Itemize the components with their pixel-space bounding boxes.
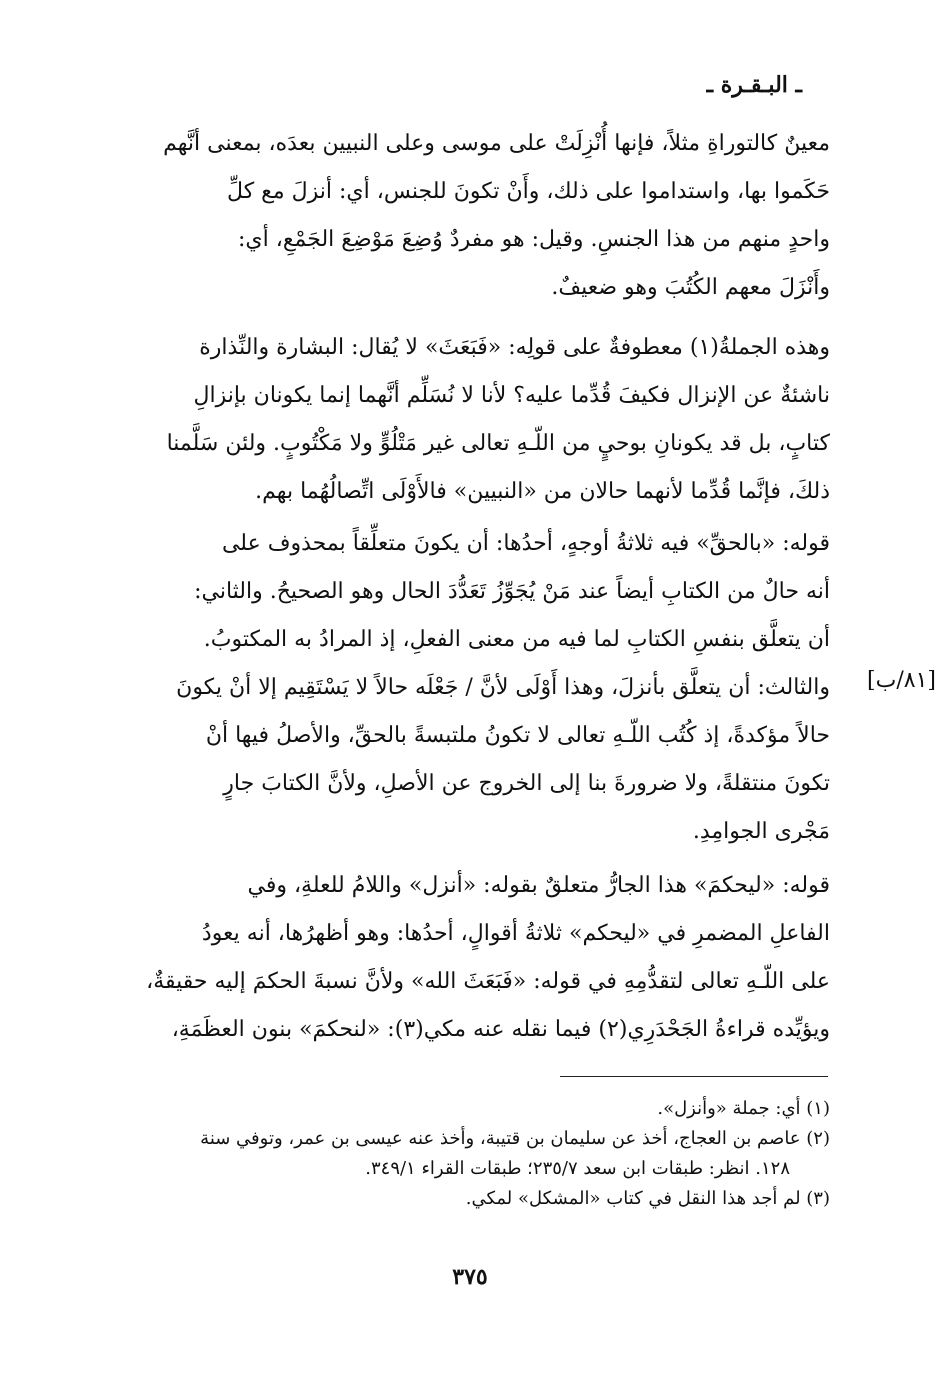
text-line: والثالث: أن يتعلَّق بأنزلَ، وهذا أَوْلَى لأنَّ / جَعْلَه حالاً لا يَسْتَقِيم إلا أنْ يكونَ [176,675,830,700]
paragraph-4 [130,862,830,1054]
text-line: واحدٍ منهم من هذا الجنسِ. وقيل: هو مفردٌ وُضِعَ مَوْضِعَ الجَمْعِ، أي: [237,227,830,252]
text-line: ويؤيِّده قراءةُ الجَحْدَرِي(٢) فيما نقله عنه مكي(٣): «لنحكمَ» بنون العظَمَةِ، [171,1017,830,1042]
text-line: الفاعلِ المضمرِ في «ليحكم» ثلاثةُ أقوالٍ، أحدُها: وهو أظهرُها، أنه يعودُ [201,921,830,946]
text-line: ذلكَ، فإنَّما قُدِّما لأنهما حالان من «النبيين» فالأَوْلَى اتِّصالُهُما بهم. [255,479,830,504]
text-line: قوله: «ليحكمَ» هذا الجارُّ متعلقٌ بقوله: «أنزل» واللامُ للعلةِ، وفي [247,873,830,898]
text-line: أنه حالٌ من الكتابِ أيضاً عند مَنْ يُجَوِّزُ تَعَدُّدَ الحال وهو الصحيحُ. والثاني: [194,579,830,604]
text-line: قوله: «بالحقِّ» فيه ثلاثةُ أوجهٍ، أحدُها: أن يكونَ متعلِّقاً بمحذوف على [221,531,830,556]
footnote-3: (٣) لم أجد هذا النقل في كتاب «المشكل» لمكي. [465,1188,830,1209]
footnote-separator [560,1076,828,1077]
text-line: حَكَموا بها، واستداموا على ذلك، وأَنْ تكونَ للجنس، أي: أنزلَ مع كلِّ [227,179,830,204]
text-line: على اللّـهِ تعالى لتقدُّمِهِ في قوله: «فَبَعَثَ الله» ولأنَّ نسبةَ الحكمَ إليه حقيقةٌ، [146,969,830,994]
paragraph-1 [130,120,830,312]
manuscript-folio-note: [٨١/ب] [867,668,936,693]
footnote-1: (١) أي: جملة «وأنزل». [657,1098,830,1119]
text-line: كتابٍ، بل قد يكونانِ بوحيٍ من اللّـهِ تعالى غير مَتْلُوٍّ ولا مَكْتُوبٍ. ولئن سَلَّمنا [166,431,830,456]
text-line: ناشئةٌ عن الإنزال فكيفَ قُدِّما عليه؟ لأنا لا نُسَلِّم أنَّهما إنما يكونان بإنزالِ [193,383,830,408]
text-line: أن يتعلَّق بنفسِ الكتابِ لما فيه من معنى الفعلِ، إذ المرادُ به المكتوبُ. [203,627,830,652]
footnotes [130,1094,830,1214]
text-line: وأَنْزَلَ معهم الكُتُبَ وهو ضعيفٌ. [551,275,830,300]
page-number: ٣٧٥ [452,1264,488,1290]
text-line: مَجْرى الجوامِدِ. [692,819,830,844]
text-line: وهذه الجملةُ(١) معطوفةٌ على قولِه: «فَبَعَثَ» لا يُقال: البشارة والنِّذارة [199,335,830,360]
footnote-2: (٢) عاصم بن العجاج، أخذ عن سليمان بن قتيبة، وأخذ عنه عيسى بن عمر، وتوفي سنة [200,1128,830,1149]
text-line: معينٌ كالتوراةِ مثلاً، فإنها أُنْزِلَتْ على موسى وعلى النبيين بعدَه، بمعنى أنَّهم [163,131,830,156]
footnote-2-continuation: ١٢٨. انظر: طبقات ابن سعد ٢٣٥/٧؛ طبقات القراء ٣٤٩/١. [365,1158,790,1179]
running-title: ـ البـقـرة ـ [706,72,802,98]
paragraph-3 [130,520,830,856]
paragraph-2 [130,324,830,516]
text-line: حالاً مؤكدةً، إذ كُتُب اللّـهِ تعالى لا تكونُ ملتبسةً بالحقِّ، والأصلُ فيها أنْ [205,723,830,748]
text-line: تكونَ منتقلةً، ولا ضرورةَ بنا إلى الخروج عن الأصلِ، ولأنَّ الكتابَ جارٍ [223,771,830,796]
